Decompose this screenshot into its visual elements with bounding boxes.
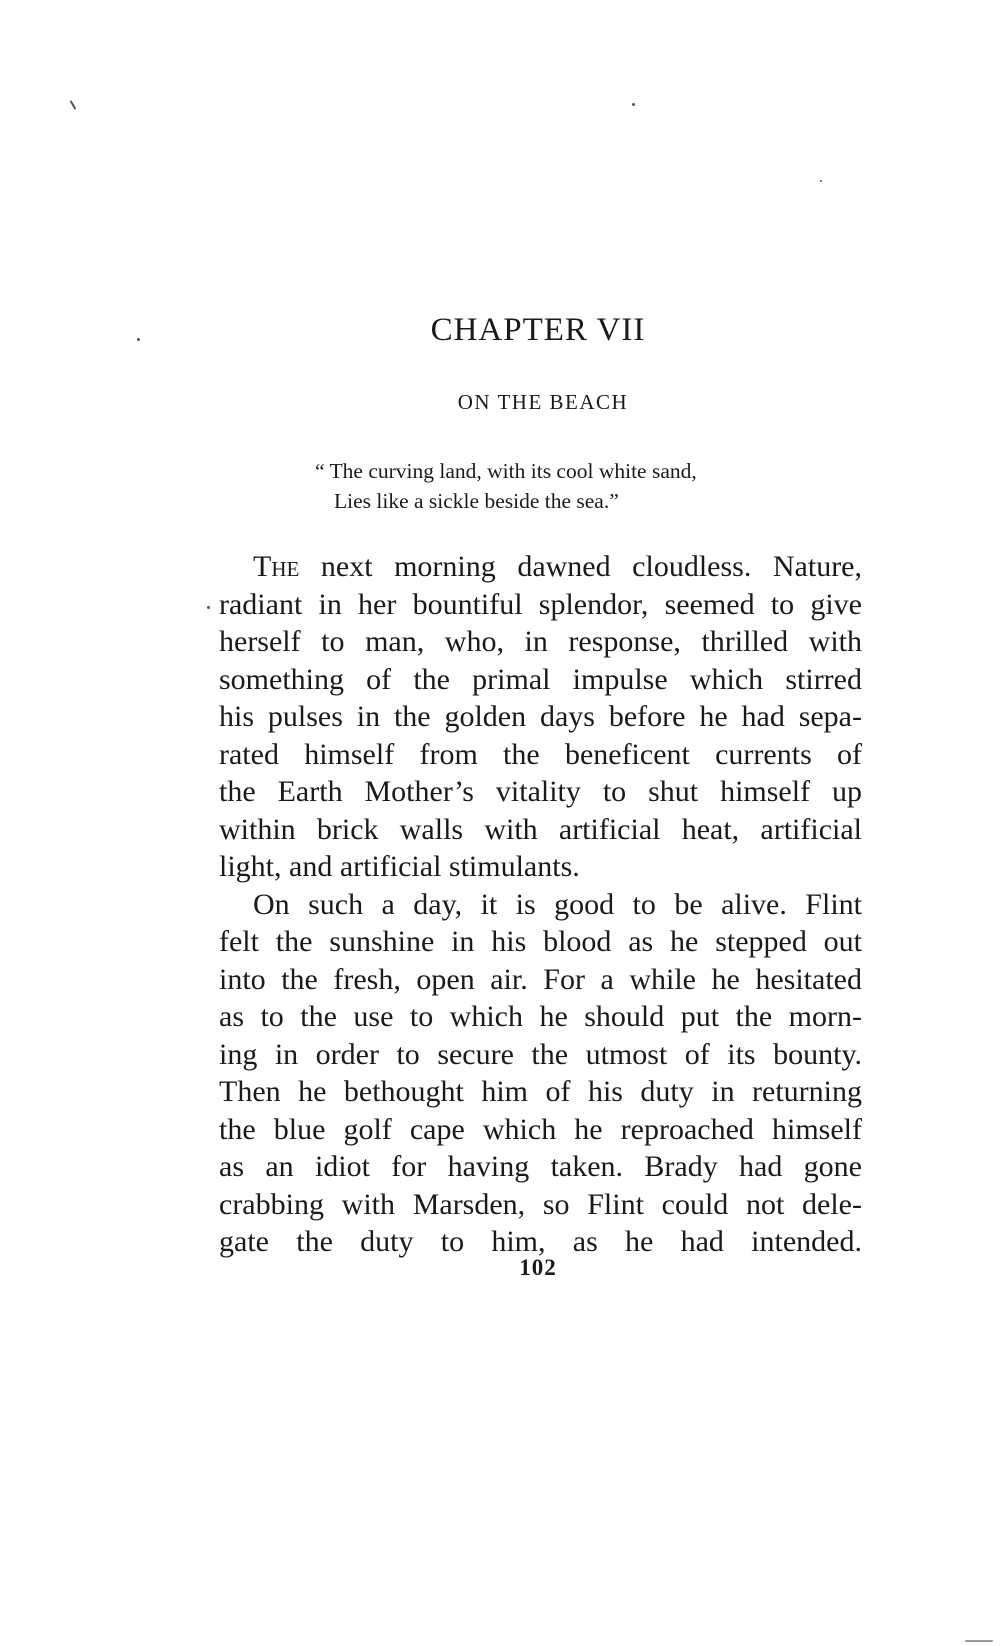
scan-speck [965,1640,993,1642]
paragraph-line: as to the use to which he should put the morn- [219,1000,862,1033]
chapter-body [219,548,862,1261]
paragraph-line: crabbing with Marsden, so Flint could not dele- [219,1187,862,1221]
paragraph-line: ing in order to secure the utmost of its bounty. [219,1037,862,1071]
paragraph-line: as an idiot for having taken. Brady had gone [219,1150,862,1183]
paragraph-line: his pulses in the golden days before he had sepa- [219,700,862,733]
chapter-title: CHAPTER VII [430,312,646,348]
scan-speck [820,180,822,182]
paragraph-line: felt the sunshine in his blood as he stepped out [219,925,862,958]
paragraph-line: The next morning dawned cloudless. Nature, [253,550,862,583]
epigraph-line: Lies like a sickle beside the sea.” [334,489,619,513]
chapter-subtitle: ON THE BEACH [457,390,629,414]
paragraph-line: Then he bethought him of his duty in returning [219,1075,862,1108]
paragraph-line: the Earth Mother’s vitality to shut himself up [219,775,862,808]
scan-speck [632,103,635,106]
opening-word: The [253,550,300,583]
paragraph-line: something of the primal impulse which stirred [219,662,862,696]
scan-speck [207,606,210,609]
paragraph-line: the blue golf cape which he reproached himself [219,1112,862,1146]
scan-speck [70,100,77,110]
paragraph-line: within brick walls with artificial heat, artificial [219,812,862,846]
paragraph-line: rated himself from the beneficent currents of [219,737,862,771]
paragraph-line: into the fresh, open air. For a while he hesitated [219,962,862,996]
paragraph-line: On such a day, it is good to be alive. Flint [253,887,862,921]
paragraph-line: herself to man, who, in response, thrilled with [219,625,862,658]
epigraph-line: “ The curving land, with its cool white sand, [315,459,697,483]
epigraph [315,456,815,516]
paragraph-line: radiant in her bountiful splendor, seemed to give [219,587,862,621]
paragraph-line: light, and artificial stimulants. [219,850,580,883]
page-number: 102 [519,1255,557,1280]
paragraph-line: gate the duty to him, as he had intended. [219,1225,862,1258]
